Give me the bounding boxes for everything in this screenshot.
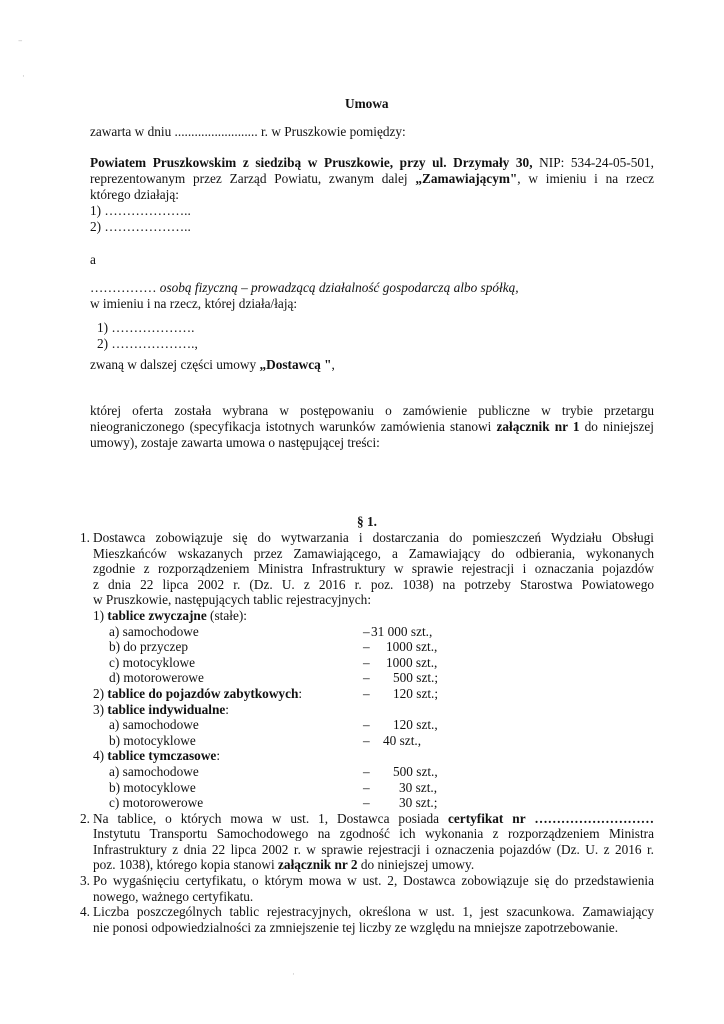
item-quantity: 120 szt.; (393, 685, 439, 701)
item-label: b) motocyklowe (109, 732, 196, 748)
offer-line2-post: do niniejszej (579, 419, 654, 434)
item-dash: – (363, 779, 370, 795)
item-quantity: 31 000 szt., (371, 623, 433, 639)
item-label: c) motorowerowe (109, 795, 204, 811)
paragraph-4-line2: nie ponosi odpowiedzialności za zmniejszenie tej liczby ze względu na mniejsze zapotrzebowanie. (93, 919, 619, 935)
document-title: Umowa (345, 96, 389, 111)
paragraph-2-line4-pre: poz. 1038), którego kopia stanowi (93, 857, 279, 873)
offer-line1: której oferta została wybrana w postępowaniu o zamówienie publiczne w trybie przetargu (90, 403, 654, 418)
group-1-title: tablice zwyczajne (107, 607, 207, 623)
item-dash: – (363, 795, 370, 811)
party2-called-pre: zwaną w dalszej części umowy (90, 357, 260, 372)
item-quantity: 30 szt.; (399, 795, 438, 811)
item-dash: – (363, 685, 370, 701)
offer-line3: umowy), zostaje zawarta umowa o następującej treści: (90, 435, 380, 450)
group-4-number: 4) (93, 748, 108, 764)
party2-rep1: 1) ………………. (97, 320, 195, 335)
item-dash: – (363, 670, 370, 686)
group-4-title: tablice tymczasowe (107, 748, 217, 764)
party1-line3: którego działają: (90, 187, 179, 202)
group-3-header (93, 702, 654, 718)
paragraph-2-line3: Infrastruktury z dnia 22 lipca 2002 r. w sprawie rejestracji i oznaczenia pojazdów (Dz. U. z 2016 r. (93, 841, 654, 857)
party1-rep1: 1) ……………….. (90, 203, 191, 218)
party2-line1 (90, 280, 519, 296)
paragraph-1 (80, 530, 654, 811)
item-quantity: 1000 szt., (386, 639, 438, 655)
item-dash: – (363, 654, 370, 670)
item-quantity: 40 szt., (383, 732, 422, 748)
group-4-item (93, 764, 654, 780)
group-3-item (93, 733, 654, 749)
item-label: d) motorowerowe (109, 670, 204, 686)
item-quantity: 500 szt., (393, 763, 438, 779)
section-title: § 1. (357, 514, 377, 529)
party1-role: „Zamawiającym" (415, 171, 518, 186)
item-dash: – (363, 763, 370, 779)
group-2-suffix: : (298, 685, 303, 701)
paragraph-3-line2: nowego, ważnego certyfikatu. (93, 888, 254, 904)
party1-line2 (90, 171, 654, 187)
party1-line1 (90, 155, 654, 171)
item-label: c) motocyklowe (109, 654, 196, 670)
intro-line: zawarta w dniu ......................... r. w Pruszkowie pomiędzy: (90, 124, 406, 139)
party2-line2: w imieniu i na rzecz, której działa/łają: (90, 296, 298, 311)
group-3-number: 3) (93, 701, 108, 717)
item-label: b) do przyczep (109, 639, 189, 655)
group-4-header (93, 748, 654, 764)
paragraph-3-line1: Po wygaśnięciu certyfikatu, o którym mowa w ust. 2, Dostawca zobowiązuje się do przedstawienia (93, 873, 654, 889)
paragraph-4 (80, 904, 654, 935)
group-3-suffix: : (225, 701, 229, 717)
party1-rep2: 2) ……………….. (90, 219, 191, 234)
paragraph-2-line4-post: do niniejszej umowy. (357, 857, 475, 873)
paragraph-1-line2: Mieszkańców wskazanych przez Zamawiającego, a Zamawiający do odbierania, wykonanych (93, 545, 654, 561)
paragraph-1-line5: w Pruszkowie, następujących tablic rejestracyjnych: (93, 592, 372, 608)
party2-called-post: , (331, 357, 335, 372)
group-4-suffix: : (216, 748, 221, 764)
group-1-item (93, 655, 654, 671)
group-1-item (93, 670, 654, 686)
paragraph-2 (80, 811, 654, 873)
group-1-suffix: (stałe): (206, 607, 247, 623)
party2-role: „Dostawcą " (259, 357, 332, 372)
paragraph-1-line4: z dnia 22 lipca 2002 r. (Dz. U. z 2016 r. poz. 1038) na potrzeby Starostwa Powiatowego (93, 576, 654, 592)
item-quantity: 500 szt.; (393, 670, 439, 686)
paragraph-2-line1 (93, 811, 654, 827)
item-dash: – (363, 623, 370, 639)
party2-called (90, 357, 335, 373)
party1-nip: NIP: 534-24-05-501, (532, 155, 654, 170)
paragraph-1-number: 1. (80, 530, 90, 545)
party1-line2-pre: reprezentowanym przez Zarząd Powiatu, zwanym dalej (90, 171, 416, 186)
attachment-2: załącznik nr 2 (278, 857, 358, 873)
offer-attachment1: załącznik nr 1 (496, 419, 580, 434)
group-2-header (93, 686, 654, 702)
group-1-item (93, 639, 654, 655)
party2-dots: …………… (90, 280, 157, 295)
offer-line2 (90, 419, 654, 435)
group-1-item (93, 624, 654, 640)
item-dash: – (363, 639, 370, 655)
paragraph-4-line1: Liczba poszczególnych tablic rejestracyjnych, określona w ust. 1, jest szacunkowa. Zamawiający (93, 904, 654, 920)
offer-line2-pre: nieograniczonego (specyfikacja istotnych warunków zamówienia stanowi (90, 419, 497, 434)
conjunction-and: a (90, 252, 96, 267)
paragraph-1-line1: Dostawca zobowiązuje się do wytwarzania i dostarczania do pomieszczeń Wydziału Obsługi (93, 530, 654, 545)
party1-name: Powiatem Pruszkowskim z siedzibą w Pruszkowie, przy ul. Drzymały 30, (90, 155, 533, 170)
item-label: a) samochodowe (109, 717, 199, 733)
certificate-number: certyfikat nr ……………………… (447, 810, 654, 826)
group-2-number: 2) (93, 685, 108, 701)
item-quantity: 120 szt., (393, 717, 438, 733)
group-3-title: tablice indywidualne (107, 701, 226, 717)
group-2-title: tablice do pojazdów zabytkowych (107, 685, 299, 701)
paragraph-4-number: 4. (80, 904, 90, 920)
group-1-header (93, 608, 654, 624)
item-quantity: 30 szt., (399, 779, 438, 795)
section-paragraphs (80, 530, 654, 935)
group-3-item (93, 717, 654, 733)
item-quantity: 1000 szt., (386, 654, 438, 670)
item-dash: – (363, 717, 370, 733)
group-4-item (93, 780, 654, 796)
group-1-number: 1) (93, 607, 108, 623)
party2-type: osobą fizyczną – prowadzącą działalność gospodarczą albo spółką, (156, 280, 519, 295)
item-dash: – (363, 732, 370, 748)
paragraph-2-line2: Instytutu Transportu Samochodowego na zgodność ich wykonania z rozporządzeniem Ministra (93, 826, 654, 842)
paragraph-2-number: 2. (80, 810, 90, 826)
item-label: b) motocyklowe (109, 779, 196, 795)
group-4-item (93, 795, 654, 811)
paragraph-1-line3: zgodnie z rozporządzeniem Ministra Infrastruktury w sprawie rejestracji i oznaczania pojazdów (93, 561, 654, 577)
item-label: a) samochodowe (109, 763, 199, 779)
party1-line2-post: , w imieniu i na rzecz (517, 171, 654, 186)
paragraph-2-line4 (93, 857, 654, 873)
paragraph-3 (80, 873, 654, 904)
scan-mark-left: · (22, 72, 25, 82)
paragraph-2-line1-pre: Na tablice, o których mowa w ust. 1, Dostawca posiada (93, 810, 448, 826)
paragraph-3-number: 3. (80, 873, 90, 889)
item-label: a) samochodowe (109, 623, 199, 639)
party2-rep2: 2) ………………., (97, 336, 198, 351)
scan-mark-bottom: · (292, 970, 295, 980)
scan-mark-top: – (18, 36, 23, 46)
